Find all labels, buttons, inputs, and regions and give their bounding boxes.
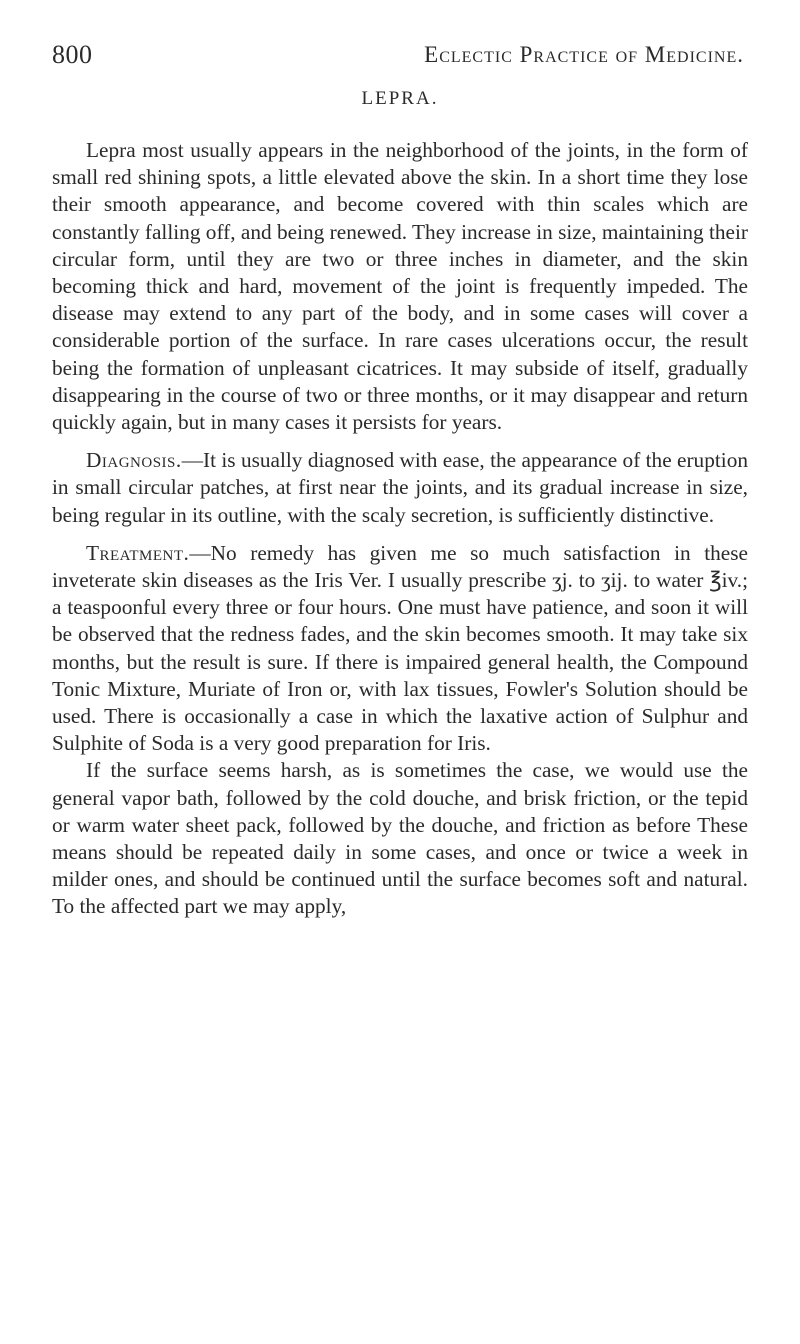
running-title: Eclectic Practice of Medicine. — [424, 42, 744, 67]
treatment-heading: Treatment. — [86, 540, 190, 565]
paragraph-diagnosis — [52, 447, 748, 529]
paragraph-text: —It is usually diagnosed with ease, the appearance of the eruption in small circular patches, at first near the joints, and its gradual increase in size, being regular in its outline, with the scaly secretion, is sufficiently distinctive. — [52, 448, 748, 527]
paragraph-description — [52, 137, 748, 436]
paragraph-bathing — [52, 757, 748, 920]
page-number: 800 — [52, 40, 93, 69]
paragraph-text: Lepra most usually appears in the neighborhood of the joints, in the form of small red shining spots, a little elevated above the skin. In a short time they lose their smooth appearance, and become covered with thin scales which are constantly falling off, and being renewed. They increase in size, maintaining their circular form, until they are two or three inches in diameter, and the skin becoming thick and hard, movement of the joint is frequently impeded. The disease may extend to any part of the body, and in some cases will cover a considerable portion of the surface. In rare cases ulcerations occur, the result being the formation of unpleasant cicatrices. It may subside of itself, gradually disappearing in the course of two or three months, or it may disappear and return quickly again, but in many cases it persists for years. — [52, 138, 748, 435]
paragraph-text: If the surface seems harsh, as is sometimes the case, we would use the general vapor bath, followed by the cold douche, and brisk friction, or the tepid or warm water sheet pack, followed by the douche, and friction as before These means should be repeated daily in some cases, and once or twice a week in milder ones, and should be continued until the surface becomes soft and natural. To the affected part we may apply, — [52, 758, 748, 919]
diagnosis-heading: Diagnosis. — [86, 448, 182, 473]
page-header — [52, 40, 744, 70]
body-text — [52, 126, 748, 921]
paragraph-text: —No remedy has given me so much satisfaction in these inveterate skin diseases as the Iris Ver. I usually prescribe ʒj. to ʒij. to water ℥iv.; a teaspoonful every three or four hours. One must have patience, and soon it will be observed that the redness fades, and the skin becomes smooth. It may take six months, but the result is sure. If there is impaired general health, the Compound Tonic Mixture, Muriate of Iron or, with lax tissues, Fowler's Solution should be used. There is occasionally a case in which the laxative action of Sulphur and Sulphite of Soda is a very good preparation for Iris. — [52, 540, 748, 756]
section-title: LEPRA. — [361, 88, 439, 109]
paragraph-treatment — [52, 540, 748, 758]
